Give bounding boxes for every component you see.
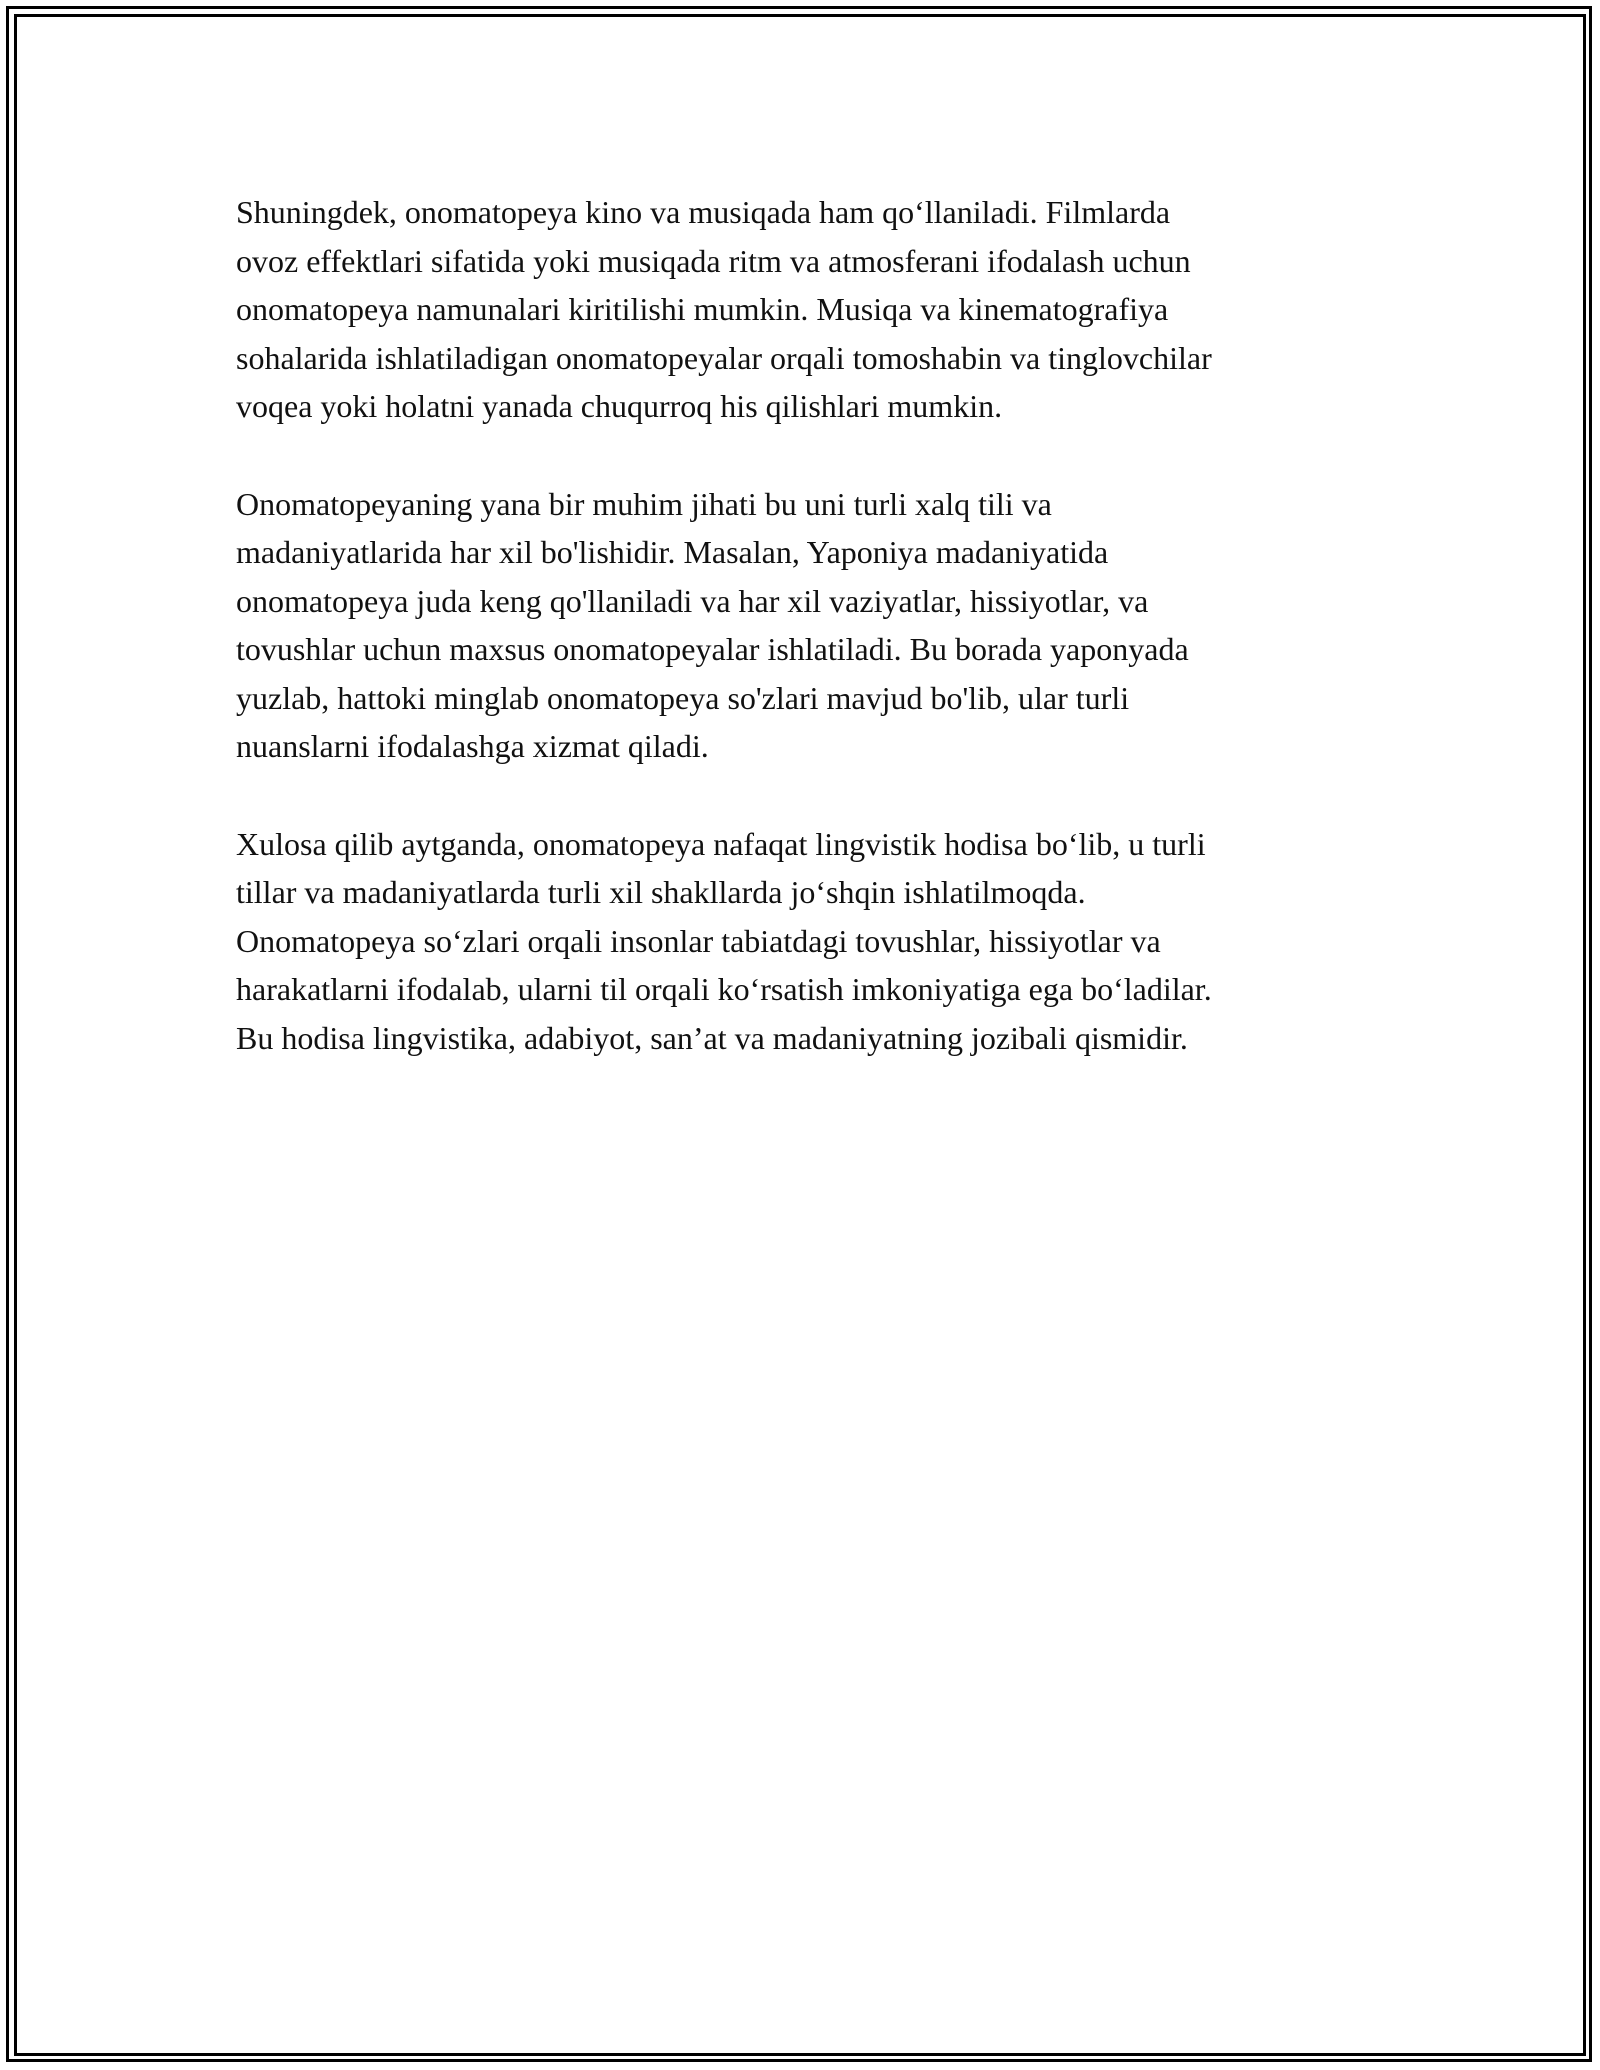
paragraph-japanese-culture: Onomatopeyaning yana bir muhim jihati bu uni turli xalq tili va madaniyatlarida har xil bo'lishidir. Masalan, Yaponiya madaniyatida onomatopeya juda keng qo'llaniladi va har xil vaziyatlar, hissiyotlar, va tovushlar uchun maxsus onomatopeyalar ishlatiladi. Bu borada yaponyada yuzlab, hattoki minglab onomatopeya so'zlari mavjud bo'lib, ular turli nuanslarni ifodalashga xizmat qiladi. [236,485,1189,764]
paragraph-film-music: Shuningdek, onomatopeya kino va musiqada ham qo‘llaniladi. Filmlarda ovoz effektlari sifatida yoki musiqada ritm va atmosferani ifodalash uchun onomatopeya namunalari kiritilishi mumkin. Musiqa va kinematografiya sohalarida ishlatiladigan onomatopeyalar orqali tomoshabin va tinglovchilar voqea yoki holatni yanada chuqurroq his qilishlari mumkin. [236,194,1212,424]
document-body [236,188,1366,1111]
paragraph-conclusion: Xulosa qilib aytganda, onomatopeya nafaqat lingvistik hodisa bo‘lib, u turli tillar va madaniyatlarda turli xil shakllarda jo‘shqin ishlatilmoqda. Onomatopeya so‘zlari orqali insonlar tabiatdagi tovushlar, hissiyotlar va harakatlarni ifodalab, ularni til orqali ko‘rsatish imkoniyatiga ega bo‘ladilar. Bu hodisa lingvistika, adabiyot, san’at va madaniyatning jozibali qismidir. [236,825,1212,1056]
